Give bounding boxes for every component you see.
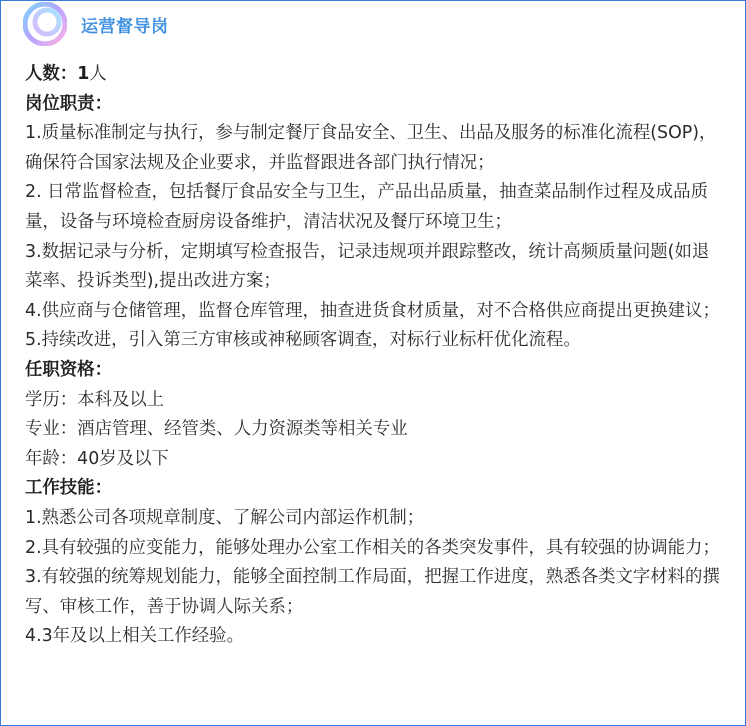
duty-item-1: 1.质量标准制定与执行，参与制定餐厅食品安全、卫生、出品及服务的标准化流程(SOP)，确保符合国家法规及企业要求，并监督跟进各部门执行情况；	[25, 123, 717, 173]
qualification-major: 专业：酒店管理、经管类、人力资源类等相关专业	[25, 419, 408, 440]
skill-item-3: 3.有较强的统筹规划能力，能够全面控制工作局面，把握工作进度，熟悉各类文字材料的撰写、审核工作，善于协调人际关系；	[25, 567, 720, 617]
qualification-education: 学历：本科及以上	[25, 389, 165, 410]
duty-item-2: 2. 日常监督检查，包括餐厅食品安全与卫生，产品出品质量，抽查菜品制作过程及成品质量，设备与环境检查厨房设备维护，清洁状况及餐厅环境卫生；	[25, 182, 708, 232]
headcount-unit: 人	[89, 64, 107, 84]
qualification-age: 年龄：40岁及以下	[25, 448, 169, 469]
swirl-logo-icon	[23, 2, 67, 46]
headcount-label: 人数：	[25, 64, 78, 84]
headcount-line	[25, 60, 725, 90]
skill-item-1: 1.熟悉公司各项规章制度、了解公司内部运作机制；	[25, 507, 425, 528]
skill-item-4: 4.3年及以上相关工作经验。	[25, 626, 244, 647]
headcount-value: 1	[77, 64, 90, 84]
duties-heading: 岗位职责：	[25, 93, 112, 114]
qualifications-heading: 任职资格：	[25, 359, 112, 380]
duty-item-5: 5.持续改进，引入第三方审核或神秘顾客调查，对标行业标杆优化流程。	[25, 330, 581, 351]
posting-content	[25, 60, 725, 652]
skill-item-2: 2.具有较强的应变能力，能够处理办公室工作相关的各类突发事件，具有较强的协调能力；	[25, 537, 720, 558]
skills-heading: 工作技能：	[25, 478, 112, 499]
page-title: 运营督导岗	[81, 16, 169, 37]
page-header	[23, 2, 169, 46]
duty-item-3: 3.数据记录与分析，定期填写检查报告，记录违规项并跟踪整改，统计高频质量问题(如退菜率、投诉类型),提出改进方案；	[25, 241, 710, 292]
duty-item-4: 4.供应商与仓储管理，监督仓库管理，抽查进货食材质量，对不合格供应商提出更换建议；	[25, 300, 720, 321]
